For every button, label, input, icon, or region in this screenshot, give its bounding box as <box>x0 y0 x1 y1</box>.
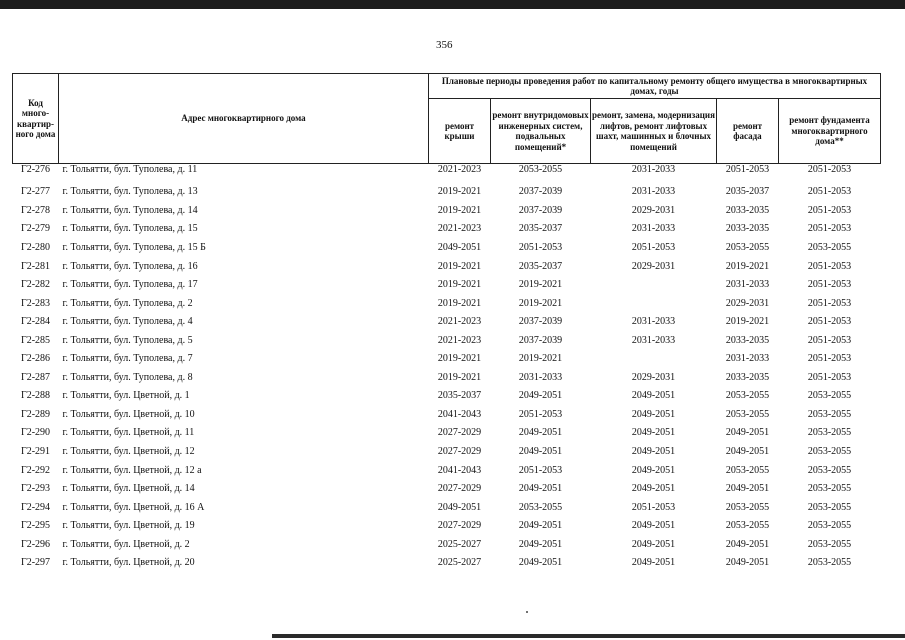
cell-foundation: 2051-2053 <box>807 316 852 328</box>
cell-engineering: 2049-2051 <box>518 390 563 402</box>
cell-code: Г2-277 <box>20 186 51 198</box>
cell-roof: 2019-2021 <box>437 260 482 272</box>
cell-code: Г2-297 <box>20 557 51 569</box>
cell-address: г. Тольятти, бул. Туполева, д. 15 Б <box>62 241 206 253</box>
cell-foundation: 2051-2053 <box>807 279 852 291</box>
cell-address: г. Тольятти, бул. Цветной, д. 12 а <box>62 464 202 476</box>
cell-roof: 2025-2027 <box>437 538 482 550</box>
cell-elevators <box>591 349 717 368</box>
top-scan-border <box>0 0 905 9</box>
cell-elevators: 2049-2051 <box>631 483 676 495</box>
cell-facade: 2049-2051 <box>725 538 770 550</box>
cell-elevators: 2029-2031 <box>631 204 676 216</box>
cell-code: Г2-276 <box>20 164 51 175</box>
page-number: 356 <box>436 39 453 51</box>
cell-elevators: 2049-2051 <box>631 427 676 439</box>
cell-code: Г2-283 <box>20 297 51 309</box>
cell-engineering: 2049-2051 <box>518 483 563 495</box>
cell-facade: 2053-2055 <box>725 520 770 532</box>
cell-elevators <box>591 294 717 313</box>
cell-code: Г2-280 <box>20 241 51 253</box>
header-foundation: ремонт фундамента многоквартирного дома** <box>779 99 881 164</box>
cell-facade: 2053-2055 <box>725 408 770 420</box>
cell-code: Г2-294 <box>20 501 51 513</box>
cell-foundation: 2051-2053 <box>807 334 852 346</box>
cell-address: г. Тольятти, бул. Цветной, д. 20 <box>62 557 195 569</box>
cell-elevators: 2031-2033 <box>631 164 676 175</box>
table-row <box>13 442 881 461</box>
cell-elevators: 2029-2031 <box>631 260 676 272</box>
cell-roof: 2041-2043 <box>437 408 482 420</box>
cell-roof: 2049-2051 <box>437 241 482 253</box>
cell-elevators: 2031-2033 <box>631 223 676 235</box>
header-address: Адрес многоквартирного дома <box>59 74 429 164</box>
table-row <box>13 349 881 368</box>
table-row <box>13 201 881 220</box>
cell-roof: 2021-2023 <box>437 334 482 346</box>
cell-roof: 2019-2021 <box>437 279 482 291</box>
cell-engineering: 2031-2033 <box>518 371 563 383</box>
header-elevators: ремонт, замена, модернизация лифтов, ремонт лифтовых шахт, машинных и блочных помещений <box>591 99 717 164</box>
cell-foundation: 2053-2055 <box>807 445 852 457</box>
cell-engineering: 2037-2039 <box>518 316 563 328</box>
cell-facade: 2033-2035 <box>725 334 770 346</box>
table-row <box>13 164 881 183</box>
cell-engineering: 2035-2037 <box>518 223 563 235</box>
cell-roof: 2027-2029 <box>437 520 482 532</box>
cell-address: г. Тольятти, бул. Туполева, д. 13 <box>62 186 198 198</box>
cell-foundation: 2053-2055 <box>807 464 852 476</box>
cell-elevators: 2049-2051 <box>631 520 676 532</box>
cell-engineering: 2049-2051 <box>518 520 563 532</box>
header-code: Код много-квартир-ного дома <box>13 74 59 164</box>
cell-code: Г2-296 <box>20 538 51 550</box>
cell-facade: 2033-2035 <box>725 223 770 235</box>
cell-engineering: 2049-2051 <box>518 557 563 569</box>
cell-elevators: 2049-2051 <box>631 538 676 550</box>
cell-code: Г2-293 <box>20 483 51 495</box>
cell-elevators: 2049-2051 <box>631 390 676 402</box>
cell-roof: 2025-2027 <box>437 557 482 569</box>
cell-facade: 2053-2055 <box>725 501 770 513</box>
cell-address: г. Тольятти, бул. Цветной, д. 2 <box>62 538 190 550</box>
cell-roof: 2027-2029 <box>437 483 482 495</box>
cell-roof: 2019-2021 <box>437 371 482 383</box>
cell-facade: 2031-2033 <box>725 279 770 291</box>
cell-address: г. Тольятти, бул. Цветной, д. 19 <box>62 520 195 532</box>
cell-code: Г2-289 <box>20 408 51 420</box>
cell-facade: 2035-2037 <box>725 186 770 198</box>
cell-foundation: 2051-2053 <box>807 223 852 235</box>
table-row <box>13 294 881 313</box>
cell-facade: 2051-2053 <box>725 164 770 175</box>
cell-elevators: 2049-2051 <box>631 445 676 457</box>
cell-foundation: 2053-2055 <box>807 557 852 569</box>
header-periods: Плановые периоды проведения работ по капитальному ремонту общего имущества в многоквартирных домах, годы <box>429 74 881 99</box>
cell-elevators: 2031-2033 <box>631 186 676 198</box>
cell-engineering: 2037-2039 <box>518 204 563 216</box>
cell-code: Г2-290 <box>20 427 51 439</box>
table-row <box>13 257 881 276</box>
cell-roof: 2021-2023 <box>437 164 482 175</box>
cell-engineering: 2019-2021 <box>518 353 563 365</box>
cell-address: г. Тольятти, бул. Цветной, д. 14 <box>62 483 195 495</box>
cell-engineering: 2037-2039 <box>518 334 563 346</box>
cell-engineering: 2053-2055 <box>518 164 563 175</box>
cell-engineering: 2049-2051 <box>518 445 563 457</box>
cell-address: г. Тольятти, бул. Цветной, д. 1 <box>62 390 190 402</box>
cell-foundation: 2051-2053 <box>807 353 852 365</box>
cell-roof: 2027-2029 <box>437 445 482 457</box>
cell-facade: 2049-2051 <box>725 427 770 439</box>
cell-roof: 2049-2051 <box>437 501 482 513</box>
cell-address: г. Тольятти, бул. Туполева, д. 17 <box>62 279 198 291</box>
cell-facade: 2033-2035 <box>725 371 770 383</box>
cell-facade: 2053-2055 <box>725 390 770 402</box>
cell-foundation: 2053-2055 <box>807 538 852 550</box>
cell-engineering: 2019-2021 <box>518 297 563 309</box>
cell-foundation: 2051-2053 <box>807 204 852 216</box>
table-row <box>13 535 881 554</box>
table-row <box>13 387 881 406</box>
cell-code: Г2-286 <box>20 353 51 365</box>
cell-engineering: 2051-2053 <box>518 464 563 476</box>
cell-elevators: 2051-2053 <box>631 501 676 513</box>
cell-engineering: 2049-2051 <box>518 427 563 439</box>
cell-code: Г2-288 <box>20 390 51 402</box>
table-row <box>13 498 881 517</box>
cell-code: Г2-279 <box>20 223 51 235</box>
table-row <box>13 331 881 350</box>
cell-address: г. Тольятти, бул. Цветной, д. 10 <box>62 408 195 420</box>
cell-elevators: 2049-2051 <box>631 464 676 476</box>
cell-address: г. Тольятти, бул. Туполева, д. 5 <box>62 334 193 346</box>
cell-address: г. Тольятти, бул. Туполева, д. 14 <box>62 204 198 216</box>
table-row <box>13 368 881 387</box>
cell-address: г. Тольятти, бул. Туполева, д. 11 <box>62 164 198 175</box>
cell-roof: 2019-2021 <box>437 186 482 198</box>
cell-engineering: 2051-2053 <box>518 241 563 253</box>
cell-foundation: 2053-2055 <box>807 427 852 439</box>
cell-code: Г2-278 <box>20 204 51 216</box>
cell-elevators: 2029-2031 <box>631 371 676 383</box>
cell-address: г. Тольятти, бул. Цветной, д. 11 <box>62 427 195 439</box>
cell-foundation: 2051-2053 <box>807 164 852 175</box>
table-row <box>13 220 881 239</box>
cell-engineering: 2053-2055 <box>518 501 563 513</box>
cell-address: г. Тольятти, бул. Цветной, д. 12 <box>62 445 195 457</box>
cell-code: Г2-282 <box>20 279 51 291</box>
cell-roof: 2021-2023 <box>437 223 482 235</box>
cell-address: г. Тольятти, бул. Туполева, д. 8 <box>62 371 193 383</box>
cell-elevators: 2049-2051 <box>631 557 676 569</box>
cell-address: г. Тольятти, бул. Туполева, д. 2 <box>62 297 193 309</box>
table-row <box>13 516 881 535</box>
cell-engineering: 2049-2051 <box>518 538 563 550</box>
cell-facade: 2033-2035 <box>725 204 770 216</box>
cell-foundation: 2051-2053 <box>807 260 852 272</box>
cell-address: г. Тольятти, бул. Туполева, д. 4 <box>62 316 193 328</box>
cell-elevators: 2031-2033 <box>631 316 676 328</box>
cell-foundation: 2053-2055 <box>807 408 852 420</box>
cell-roof: 2021-2023 <box>437 316 482 328</box>
cell-address: г. Тольятти, бул. Туполева, д. 15 <box>62 223 198 235</box>
cell-elevators: 2049-2051 <box>631 408 676 420</box>
cell-facade: 2031-2033 <box>725 353 770 365</box>
cell-foundation: 2051-2053 <box>807 297 852 309</box>
cell-foundation: 2053-2055 <box>807 483 852 495</box>
cell-engineering: 2019-2021 <box>518 279 563 291</box>
cell-facade: 2029-2031 <box>725 297 770 309</box>
table-row <box>13 238 881 257</box>
cell-engineering: 2051-2053 <box>518 408 563 420</box>
cell-foundation: 2053-2055 <box>807 520 852 532</box>
cell-foundation: 2051-2053 <box>807 186 852 198</box>
table-row <box>13 553 881 572</box>
table-row <box>13 424 881 443</box>
cell-code: Г2-281 <box>20 260 51 272</box>
table-row <box>13 405 881 424</box>
header-engineering: ремонт внутридомовых инженерных систем, подвальных помещений* <box>491 99 591 164</box>
table-row <box>13 461 881 480</box>
capital-repair-table <box>12 73 881 572</box>
cell-foundation: 2053-2055 <box>807 390 852 402</box>
cell-facade: 2049-2051 <box>725 483 770 495</box>
cell-address: г. Тольятти, бул. Туполева, д. 7 <box>62 353 193 365</box>
cell-code: Г2-285 <box>20 334 51 346</box>
cell-facade: 2053-2055 <box>725 464 770 476</box>
cell-foundation: 2051-2053 <box>807 371 852 383</box>
header-roof: ремонт крыши <box>429 99 491 164</box>
cell-roof: 2019-2021 <box>437 204 482 216</box>
cell-roof: 2019-2021 <box>437 297 482 309</box>
cell-roof: 2019-2021 <box>437 353 482 365</box>
cell-elevators: 2051-2053 <box>631 241 676 253</box>
cell-elevators <box>591 275 717 294</box>
table-row <box>13 183 881 202</box>
cell-roof: 2035-2037 <box>437 390 482 402</box>
cell-roof: 2027-2029 <box>437 427 482 439</box>
cell-roof: 2041-2043 <box>437 464 482 476</box>
table-row <box>13 479 881 498</box>
cell-foundation: 2053-2055 <box>807 241 852 253</box>
cell-code: Г2-284 <box>20 316 51 328</box>
table-row <box>13 312 881 331</box>
cell-address: г. Тольятти, бул. Туполева, д. 16 <box>62 260 198 272</box>
cell-facade: 2049-2051 <box>725 445 770 457</box>
cell-foundation: 2053-2055 <box>807 501 852 513</box>
bottom-scan-border <box>272 634 905 638</box>
cell-facade: 2019-2021 <box>725 260 770 272</box>
cell-facade: 2053-2055 <box>725 241 770 253</box>
cell-code: Г2-292 <box>20 464 51 476</box>
cell-elevators: 2031-2033 <box>631 334 676 346</box>
table-body <box>13 164 881 573</box>
header-facade: ремонт фасада <box>717 99 779 164</box>
cell-code: Г2-287 <box>20 371 51 383</box>
cell-engineering: 2037-2039 <box>518 186 563 198</box>
scan-speck <box>526 611 528 613</box>
cell-facade: 2049-2051 <box>725 557 770 569</box>
cell-code: Г2-295 <box>20 520 51 532</box>
cell-facade: 2019-2021 <box>725 316 770 328</box>
table-row <box>13 275 881 294</box>
cell-code: Г2-291 <box>20 445 51 457</box>
cell-engineering: 2035-2037 <box>518 260 563 272</box>
cell-address: г. Тольятти, бул. Цветной, д. 16 А <box>62 501 205 513</box>
